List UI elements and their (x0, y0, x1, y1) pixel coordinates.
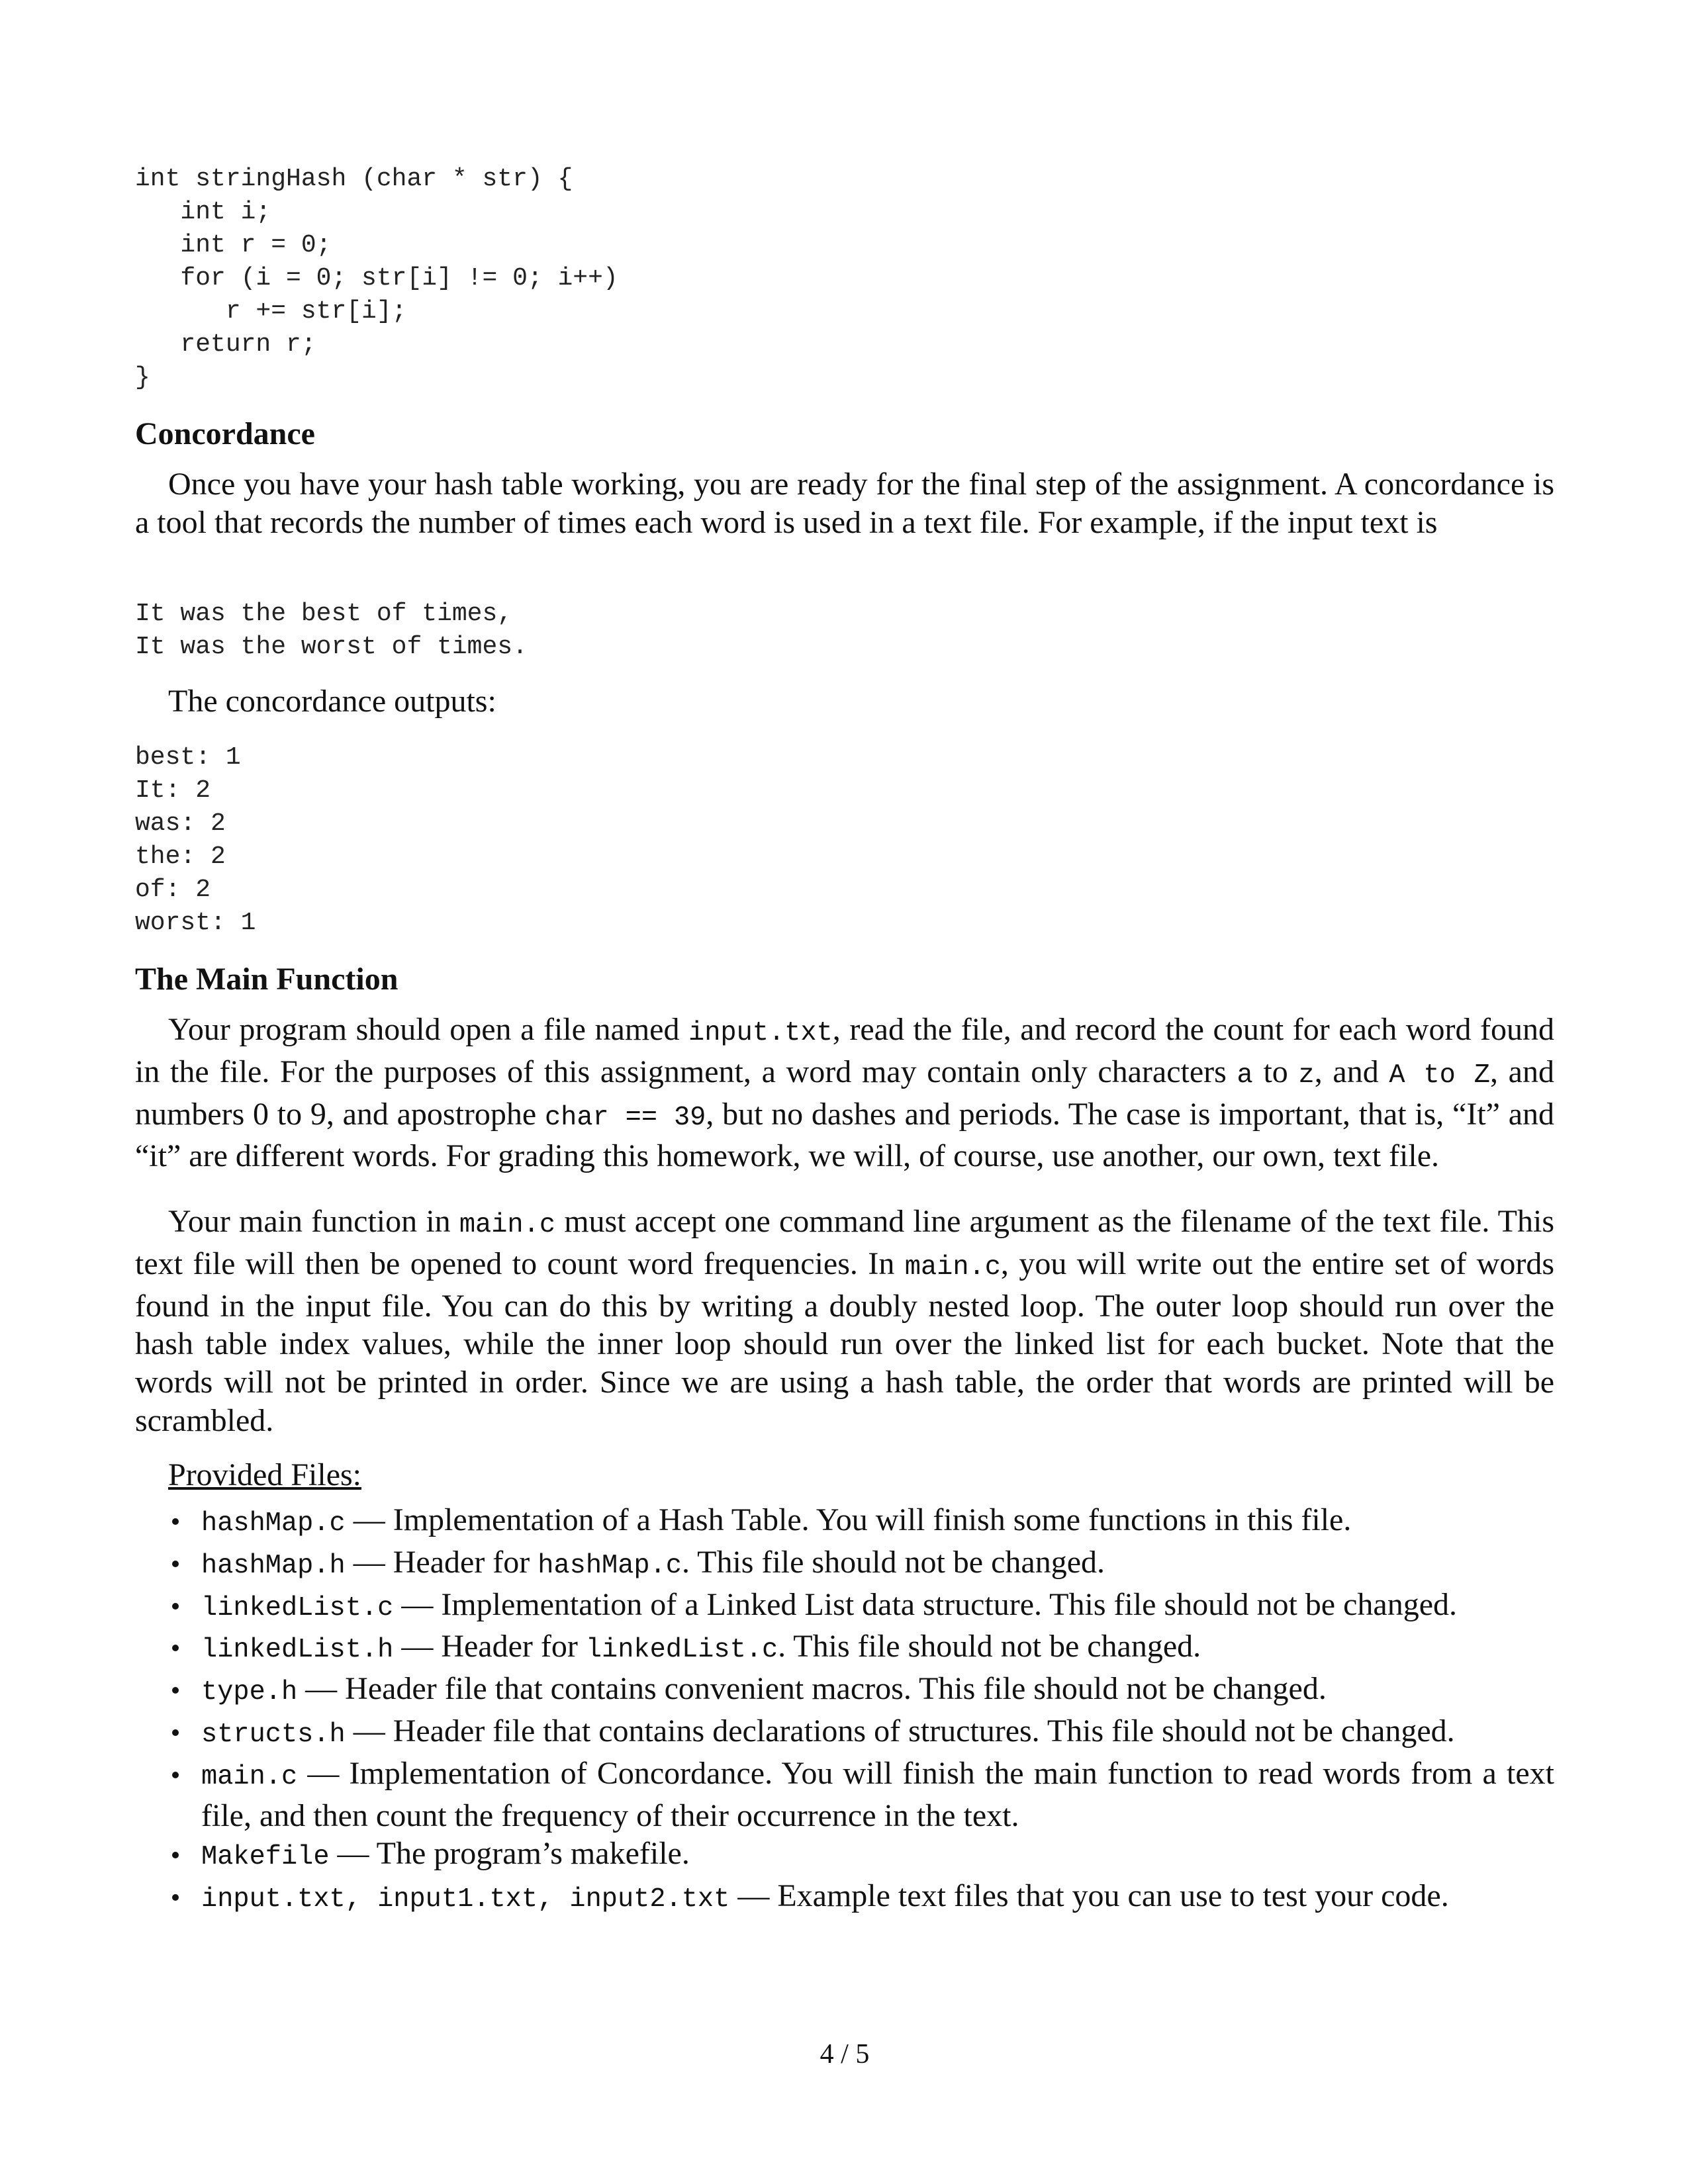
code-line: return r; (135, 330, 316, 359)
main-function-heading: The Main Function (135, 962, 399, 997)
file-description: . This file should not be changed. (778, 1629, 1201, 1664)
list-item (168, 1586, 1554, 1628)
file-name: input.txt, input1.txt, input2.txt (201, 1884, 730, 1915)
list-item (168, 1543, 1554, 1586)
list-item (168, 1712, 1554, 1754)
string-hash-code-block (135, 163, 618, 394)
file-description: — Header for (393, 1629, 586, 1664)
file-description: — Implementation of Concordance. You will finish the main function to read words from a text file, and then count the frequency of their occurrence in the text. (201, 1755, 1554, 1833)
inline-code: char == 39 (544, 1102, 706, 1133)
file-description: — Header for (345, 1544, 538, 1580)
list-item (168, 1627, 1554, 1670)
output-example-code-block (135, 741, 256, 940)
inline-code: main.c (904, 1251, 1001, 1283)
file-description: — Header file that contains declarations of structures. This file should not be changed. (345, 1713, 1455, 1749)
document-page (135, 0, 1554, 2184)
file-name: type.h (201, 1677, 298, 1708)
concordance-paragraph: Once you have your hash table working, you are ready for the final step of the assignment. A concordance is a tool that records the number of times each word is used in a text file. For example, if the input text is (135, 467, 1554, 540)
text-run: must accept one command line argument as the filename of the text file. This text file will then be opened to count word frequencies. In (135, 1204, 1554, 1281)
concordance-heading: Concordance (135, 416, 315, 451)
file-name: structs.h (201, 1719, 346, 1750)
code-line: int i; (135, 198, 271, 226)
list-item (168, 1754, 1554, 1835)
code-line: of: 2 (135, 876, 211, 904)
file-description: — Header file that contains convenient macros. This file should not be changed. (297, 1671, 1327, 1707)
file-name: linkedList.c (201, 1592, 394, 1623)
input-example-code-block (135, 598, 528, 664)
file-description: . This file should not be changed. (682, 1544, 1105, 1580)
text-run: , but no dashes and periods. The case is important, that is, “It” and “it” are different words. For grading this homework, we will, of course, use another, our own, text file. (135, 1096, 1555, 1174)
inline-code: linkedList.c (585, 1635, 778, 1666)
list-item (168, 1835, 1554, 1877)
file-name: main.c (201, 1761, 298, 1792)
file-description: — Implementation of a Hash Table. You will finish some functions in this file. (345, 1502, 1352, 1537)
inline-code: hashMap.c (538, 1550, 682, 1581)
code-line: int stringHash (char * str) { (135, 165, 573, 193)
text-run: Your program should open a file named (168, 1012, 689, 1047)
code-line: It: 2 (135, 776, 211, 805)
code-line: It was the best of times, (135, 600, 513, 628)
text-run: , and numbers 0 to 9, and apostrophe (135, 1054, 1554, 1132)
list-item (168, 1877, 1554, 1919)
inline-code: main.c (459, 1210, 556, 1240)
inline-code: A to Z (1389, 1060, 1490, 1091)
file-description: — Example text files that you can use to test your code. (729, 1878, 1449, 1914)
file-description: — Implementation of a Linked List data structure. This file should not be changed. (393, 1586, 1458, 1622)
code-line: best: 1 (135, 743, 241, 772)
list-item (168, 1501, 1554, 1543)
file-description: — The program’s makefile. (329, 1836, 690, 1872)
inline-code: input.txt (688, 1018, 833, 1048)
main-function-paragraph-1 (135, 1011, 1554, 1175)
text-run: Your main function in (168, 1204, 459, 1239)
text-run: , and (1314, 1054, 1389, 1089)
text-run: , read the file, and record the count for each word found in the file. For the purposes of this assignment, a word may contain only characters (135, 1012, 1554, 1089)
file-name: hashMap.h (201, 1550, 346, 1581)
inline-code: a (1237, 1060, 1253, 1091)
page-number: 4 / 5 (820, 2039, 870, 2070)
main-function-paragraph-2 (135, 1203, 1554, 1440)
code-line: It was the worst of times. (135, 633, 528, 661)
file-name: Makefile (201, 1842, 330, 1873)
code-line: r += str[i]; (135, 297, 407, 326)
text-run: , you will write out the entire set of words found in the input file. You can do this by writing a doubly nested loop. The outer loop should run over the hash table index values, while the inner loop should run over the linked list for each bucket. Note that the words will not be printed in order. Since we are using a hash table, the order that words are printed will be scrambled. (135, 1246, 1555, 1438)
code-line: worst: 1 (135, 909, 256, 937)
code-line: the: 2 (135, 842, 226, 871)
provided-files-title: Provided Files: (168, 1457, 362, 1492)
inline-code: z (1298, 1060, 1315, 1091)
code-line: int r = 0; (135, 231, 332, 259)
text-run: to (1252, 1054, 1299, 1089)
provided-files-list (168, 1501, 1554, 1919)
code-line: } (135, 363, 150, 392)
concordance-outputs-label: The concordance outputs: (168, 684, 496, 719)
code-line: was: 2 (135, 809, 226, 838)
file-name: hashMap.c (201, 1508, 346, 1539)
list-item (168, 1670, 1554, 1712)
code-line: for (i = 0; str[i] != 0; i++) (135, 264, 618, 293)
file-name: linkedList.h (201, 1635, 394, 1666)
